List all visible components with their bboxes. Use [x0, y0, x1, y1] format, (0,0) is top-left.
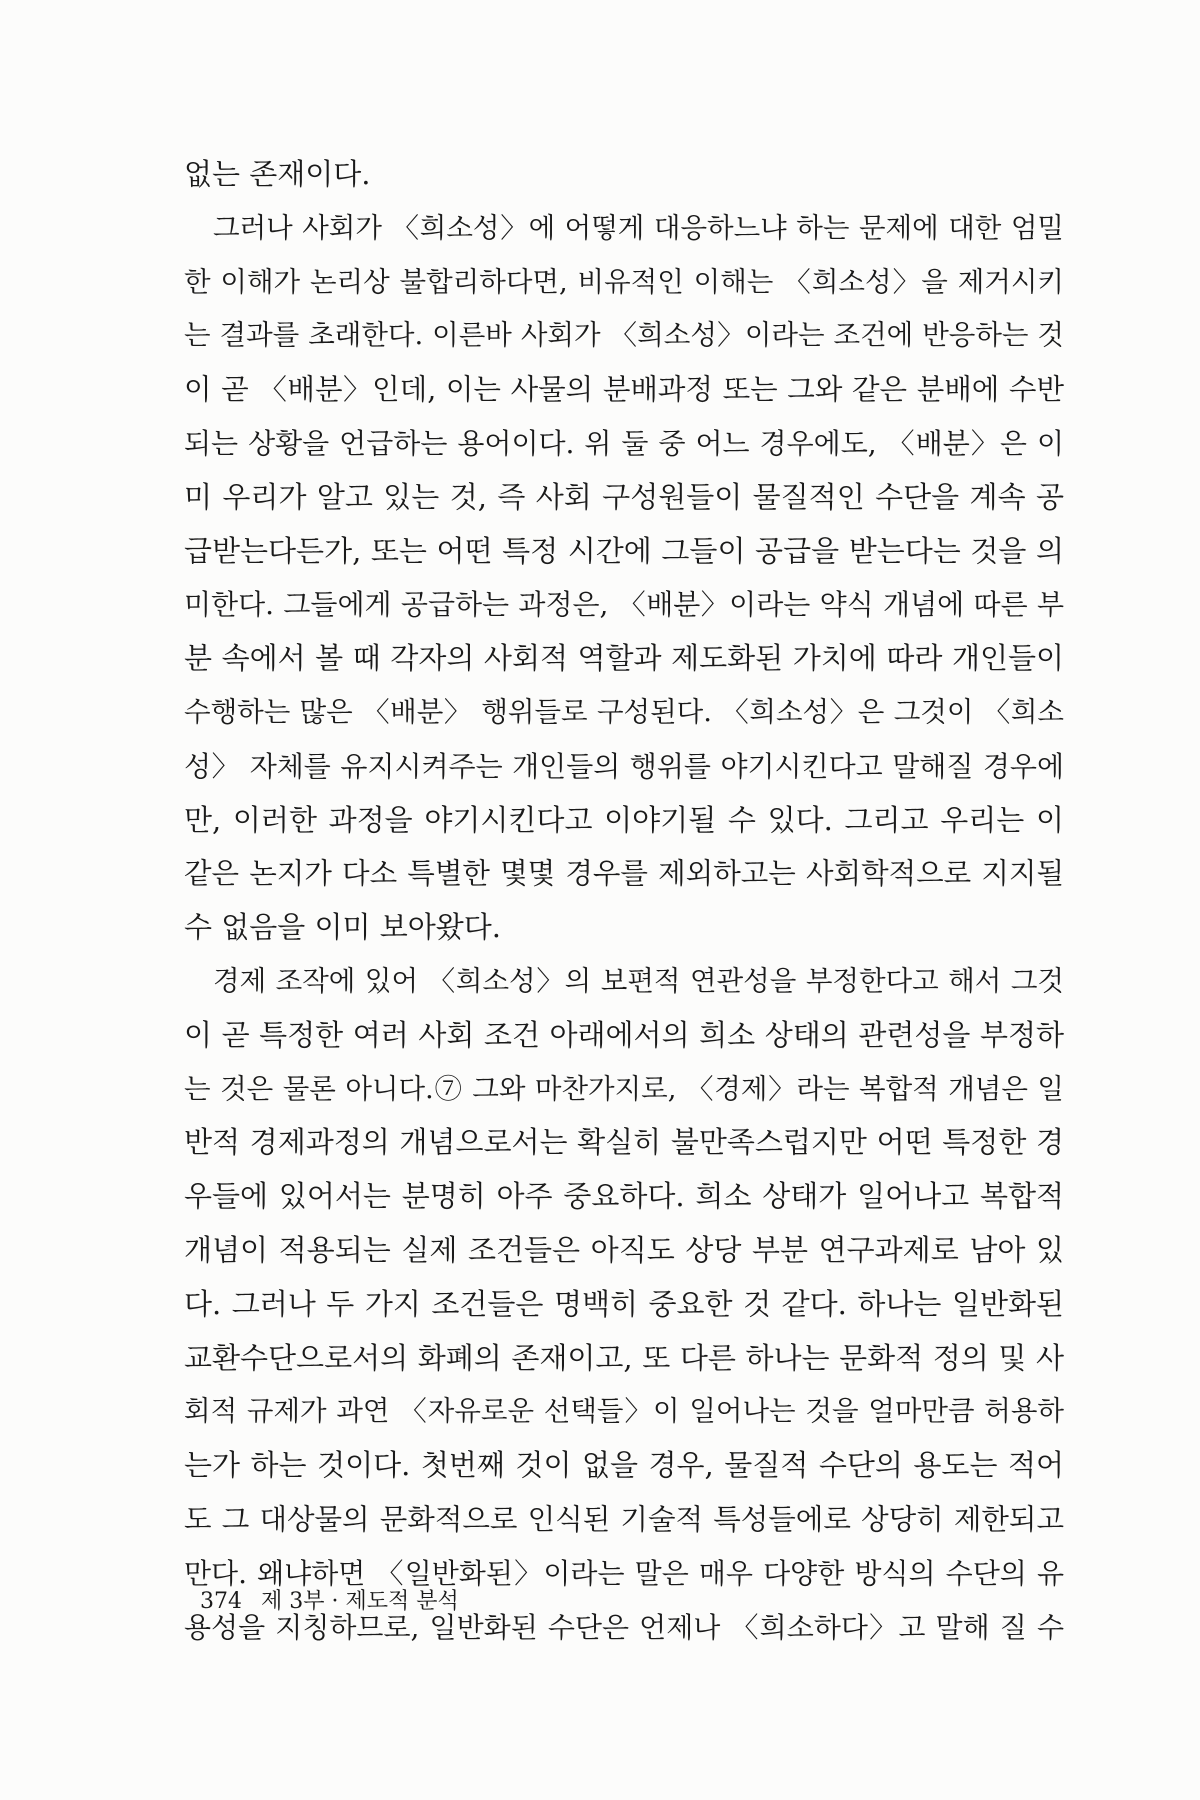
text-line: 만, 이러한 과정을 야기시킨다고 이야기될 수 있다. 그리고 우리는 이 [184, 802, 1064, 837]
text-line: 반적 경제과정의 개념으로서는 확실히 불만족스럽지만 어떤 특정한 경 [184, 1125, 1064, 1160]
text-line: 는 것은 물론 아니다.⑦ 그와 마찬가지로, 〈경제〉라는 복합적 개념은 일 [184, 1072, 1064, 1105]
text-line: 도 그 대상물의 문화적으로 인식된 기술적 특성들에로 상당히 제한되고 [184, 1502, 1064, 1536]
text-line: 만다. 왜냐하면 〈일반화된〉이라는 말은 매우 다양한 방식의 수단의 유 [184, 1556, 1064, 1590]
text-line: 용성을 지칭하므로, 일반화된 수단은 언제나 〈희소하다〉고 말해 질 수 [184, 1610, 1064, 1644]
text-line: 이 곧 특정한 여러 사회 조건 아래에서의 희소 상태의 관련성을 부정하 [184, 1017, 1064, 1052]
section-title: 제 3부 · 제도적 분석 [261, 1589, 459, 1614]
text-line: 이 곧 〈배분〉인데, 이는 사물의 분배과정 또는 그와 같은 분배에 수반 [184, 373, 1064, 407]
text-line: 교환수단으로서의 화폐의 존재이고, 또 다른 하나는 문화적 정의 및 사 [184, 1340, 1064, 1375]
text-line: 한 이해가 논리상 불합리하다면, 비유적인 이해는 〈희소성〉을 제거시키 [184, 265, 1064, 298]
page-footer [200, 1584, 459, 1615]
text-line: 회적 규제가 과연 〈자유로운 선택들〉이 일어나는 것을 얼마만큼 허용하 [184, 1395, 1064, 1428]
text-line: 미한다. 그들에게 공급하는 과정은, 〈배분〉이라는 약식 개념에 따른 부 [184, 588, 1064, 622]
text-line: 다. 그러나 두 가지 조건들은 명백히 중요한 것 같다. 하나는 일반화된 [184, 1286, 1064, 1321]
text-line: 성〉 자체를 유지시켜주는 개인들의 행위를 야기시킨다고 말해질 경우에 [184, 749, 1064, 783]
text-line: 같은 논지가 다소 특별한 몇몇 경우를 제외하고는 사회학적으로 지지될 [184, 857, 1064, 891]
text-line: 개념이 적용되는 실제 조건들은 아직도 상당 부분 연구과제로 남아 있 [184, 1232, 1064, 1267]
text-line: 없는 존재이다. [184, 157, 371, 191]
text-line: 분 속에서 볼 때 각자의 사회적 역할과 제도화된 가치에 따라 개인들이 [184, 641, 1064, 676]
text-line: 경제 조작에 있어 〈희소성〉의 보편적 연관성을 부정한다고 해서 그것 [213, 964, 1064, 997]
text-line: 급받는다든가, 또는 어떤 특정 시간에 그들이 공급을 받는다는 것을 의 [184, 533, 1064, 568]
page-number: 374 [200, 1589, 242, 1614]
text-line: 그러나 사회가 〈희소성〉에 어떻게 대응하느냐 하는 문제에 대한 엄밀 [213, 211, 1064, 244]
text-line: 는 결과를 초래한다. 이른바 사회가 〈희소성〉이라는 조건에 반응하는 것 [184, 319, 1064, 352]
text-line: 우들에 있어서는 분명히 아주 중요하다. 희소 상태가 일어나고 복합적 [184, 1179, 1064, 1214]
text-line: 수 없음을 이미 보아왔다. [184, 910, 502, 945]
text-line: 되는 상황을 언급하는 용어이다. 위 둘 중 어느 경우에도, 〈배분〉은 이 [184, 426, 1064, 460]
text-line: 미 우리가 알고 있는 것, 즉 사회 구성원들이 물질적인 수단을 계속 공 [184, 479, 1064, 514]
text-line: 수행하는 많은 〈배분〉 행위들로 구성된다. 〈희소성〉은 그것이 〈희소 [184, 695, 1064, 728]
text-line: 는가 하는 것이다. 첫번째 것이 없을 경우, 물질적 수단의 용도는 적어 [184, 1448, 1064, 1483]
body-text [184, 148, 1064, 1654]
